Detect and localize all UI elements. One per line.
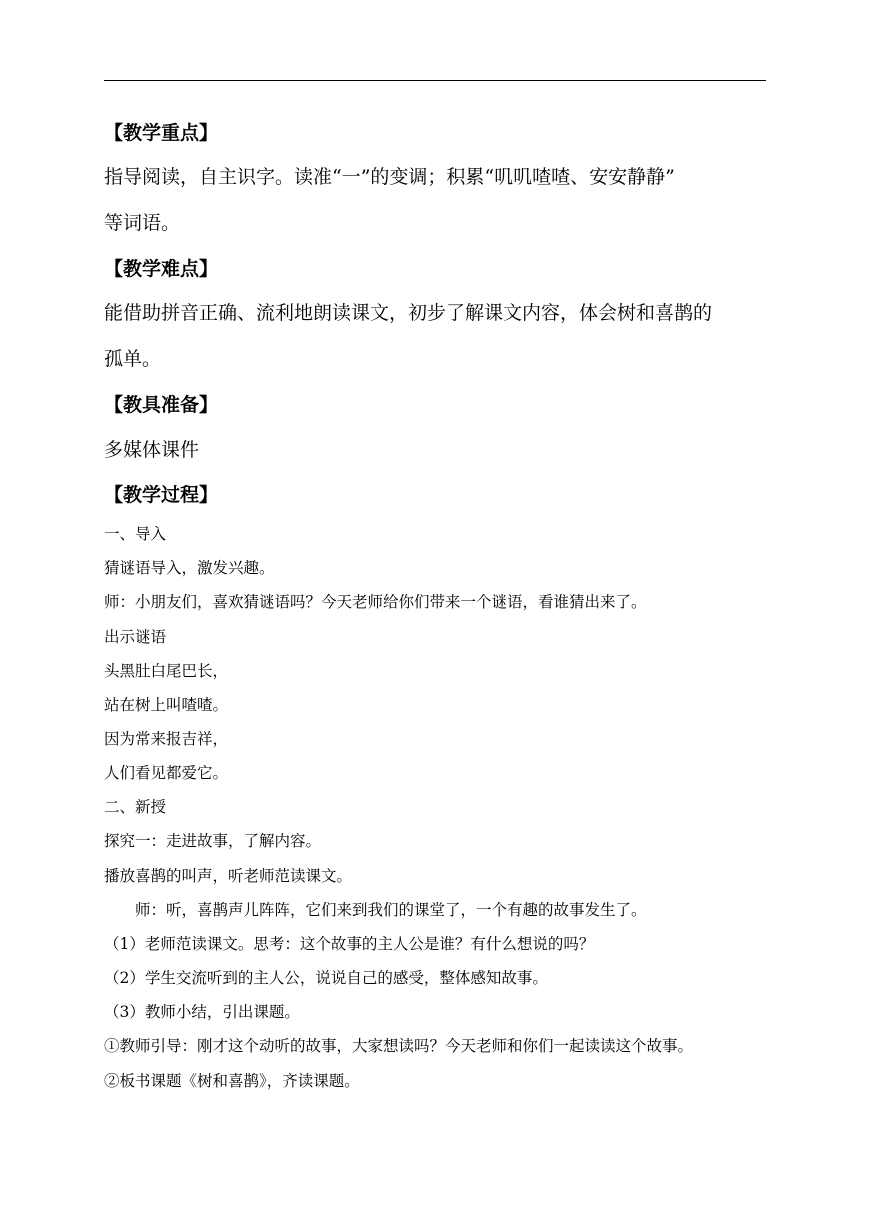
section-heading-key-points: 【教学重点】 [104,122,219,144]
process-line: （3）教师小结，引出课题。 [104,1003,300,1021]
riddle-line: 因为常来报吉祥， [104,730,229,748]
process-line: 一、导入 [104,525,167,543]
section-heading-difficulties: 【教学难点】 [104,258,219,280]
section-heading-materials: 【教具准备】 [104,394,219,416]
process-line: 师：小朋友们，喜欢猜谜语吗？今天老师给你们带来一个谜语，看谁猜出来了。 [104,593,647,611]
header-rule [104,80,766,81]
process-line: 出示谜语 [104,628,167,646]
riddle-line: 人们看见都爱它。 [104,764,229,782]
process-line: 二、新授 [104,798,167,816]
process-line: 师：听，喜鹊声儿阵阵，它们来到我们的课堂了，一个有趣的故事发生了。 [135,901,647,919]
process-line: 猜谜语导入，激发兴趣。 [104,559,275,577]
process-line: （1）老师范读课文。思考：这个故事的主人公是谁？有什么想说的吗？ [104,935,595,953]
process-line: ①教师引导：刚才这个动听的故事，大家想读吗？今天老师和你们一起读读这个故事。 [104,1037,694,1055]
materials-text: 多媒体课件 [104,439,200,461]
section-heading-process: 【教学过程】 [104,484,219,506]
riddle-line: 头黑肚白尾巴长， [104,662,229,680]
process-line: ②板书课题《树和喜鹊》，齐读课题。 [104,1072,360,1090]
difficulties-text-line1: 能借助拼音正确、流利地朗读课文，初步了解课文内容，体会树和喜鹊的 [104,302,713,324]
process-line: 探究一：走进故事，了解内容。 [104,832,322,850]
key-points-text-line2: 等词语。 [104,212,181,234]
riddle-line: 站在树上叫喳喳。 [104,696,229,714]
process-line: 播放喜鹊的叫声，听老师范读课文。 [104,867,353,885]
key-points-text-line1: 指导阅读，自主识字。读准“一”的变调；积累“叽叽喳喳、安安静静” [104,166,675,188]
difficulties-text-line2: 孤单。 [104,348,162,370]
process-line: （2）学生交流听到的主人公，说说自己的感受，整体感知故事。 [104,969,548,987]
